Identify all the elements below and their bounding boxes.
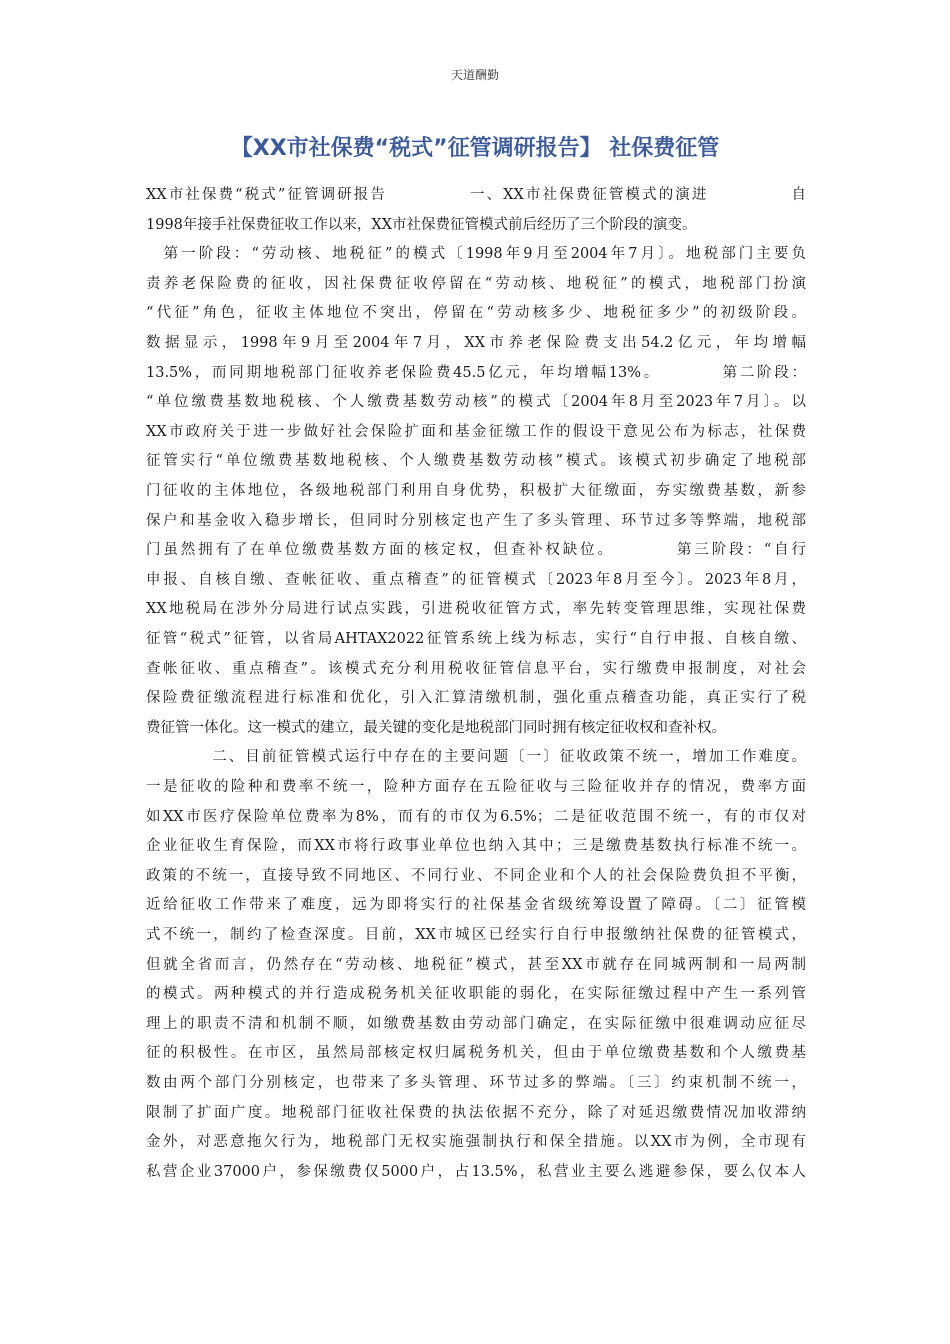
- body-line: 1998年接手社保费征收工作以来，XX市社保费征管模式前后经历了三个阶段的演变。: [146, 216, 697, 233]
- body-line: XX市政府关于进一步做好社会保险扩面和基金征缴工作的假设干意见公布为标志，社保费: [146, 423, 806, 440]
- body-line: 第一阶段：“劳动核、地税征”的模式〔1998年9月至2004年7月〕。地税部门主要负: [146, 246, 806, 263]
- body-line: 保险费征缴流程进行标准和优化，引入汇算清缴机制，强化重点稽查功能，真正实行了税: [146, 690, 806, 707]
- body-line: 费征管一体化。这一模式的建立，最关键的变化是地税部门同时拥有核定征收权和查补权。: [146, 719, 726, 736]
- body-line: 式不统一，制约了检查深度。目前，XX市城区已经实行自行申报缴纳社保费的征管模式，: [146, 927, 806, 943]
- body-line: 保户和基金收入稳步增长，但同时分别核定也产生了多头管理、环节过多等弊端，地税部: [146, 512, 806, 529]
- body-line: 企业征收生育保险，而XX市将行政事业单位也纳入其中；三是缴费基数执行标准不统一。: [146, 838, 806, 855]
- body-line: XX地税局在涉外分局进行试点实践，引进税收征管方式，率先转变管理思维，实现社保费: [146, 601, 806, 618]
- body-line: “单位缴费基数地税核、个人缴费基数劳动核”的模式〔2004年8月至2023年7月〕。以: [146, 394, 806, 411]
- body-line: 申报、自核自缴、查帐征收、重点稽查”的征管模式〔2023年8月至今〕。2023年8月，: [146, 571, 806, 588]
- body-line: 征管实行“单位缴费基数地税核、个人缴费基数劳动核”模式。该模式初步确定了地税部: [146, 453, 806, 470]
- body-line: 的模式。两种模式的并行造成税务机关征收职能的弱化，在实际征缴过程中产生一系列管: [146, 986, 806, 1003]
- body-line: 限制了扩面广度。地税部门征收社保费的执法依据不充分，除了对延迟缴费情况加收滞纳: [146, 1104, 806, 1121]
- header-label: 天道酬勤: [450, 68, 499, 82]
- body-line: 二、目前征管模式运行中存在的主要问题〔一〕征收政策不统一，增加工作难度。: [146, 749, 806, 766]
- body-line: 近给征收工作带来了难度，远为即将实行的社保基金省级统筹设置了障碍。〔二〕征管模: [146, 897, 806, 914]
- body-line: 查帐征收、重点稽查”。该模式充分利用税收征管信息平台，实行缴费申报制度，对社会: [146, 660, 806, 677]
- body-line: “代征”角色，征收主体地位不突出，停留在“劳动核多少、地税征多少”的初级阶段。: [146, 305, 806, 322]
- body-line: 征管“税式”征管，以省局AHTAX2022征管系统上线为标志，实行“自行申报、自核自缴、: [146, 631, 806, 647]
- body-line: 如XX市医疗保险单位费率为8%，而有的市仅为6.5%；二是征收范围不统一，有的市仅对: [146, 808, 806, 825]
- body-line: 门虽然拥有了在单位缴费基数方面的核定权，但查补权缺位。 第三阶段：“自行: [146, 542, 806, 559]
- body-line: 数由两个部门分别核定，也带来了多头管理、环节过多的弊端。〔三〕约束机制不统一，: [146, 1075, 806, 1091]
- body-line: 门征收的主体地位，各级地税部门利用自身优势，积极扩大征缴面，夯实缴费基数，新参: [146, 483, 806, 499]
- body-line: 一是征收的险种和费率不统一，险种方面存在五险征收与三险征收并存的情况，费率方面: [146, 779, 806, 795]
- body-line: 金外，对恶意拖欠行为，地税部门无权实施强制执行和保全措施。以XX市为例，全市现有: [146, 1134, 806, 1151]
- body-line: 数据显示，1998年9月至2004年7月，XX市养老保险费支出54.2亿元，年均增幅: [146, 335, 806, 351]
- body-line: 征的积极性。在市区，虽然局部核定权归属税务机关，但由于单位缴费基数和个人缴费基: [146, 1045, 806, 1062]
- body-line: 13.5%，而同期地税部门征收养老保险费45.5亿元，年均增幅13%。 第二阶段：: [146, 364, 806, 381]
- body-line: XX市社保费“税式”征管调研报告 一、XX市社保费征管模式的演进 自: [146, 187, 806, 203]
- body-line: 私营企业37000户，参保缴费仅5000户，占13.5%，私营业主要么逃避参保，要么仅本人: [146, 1163, 806, 1180]
- body-line: 理上的职责不清和机制不顺，如缴费基数由劳动部门确定，在实际征缴中很难调动应征尽: [146, 1015, 806, 1032]
- body-line: 责养老保险费的征收，因社保费征收停留在“劳动核、地税征”的模式，地税部门扮演: [146, 275, 806, 292]
- body-line: 政策的不统一，直接导致不同地区、不同行业、不同企业和个人的社会保险费负担不平衡，: [146, 867, 806, 884]
- body-line: 但就全省而言，仍然存在“劳动核、地税征”模式，甚至XX市就存在同城两制和一局两制: [146, 956, 806, 973]
- document-title: 【XX市社保费“税式”征管调研报告】 社保费征管: [230, 136, 720, 161]
